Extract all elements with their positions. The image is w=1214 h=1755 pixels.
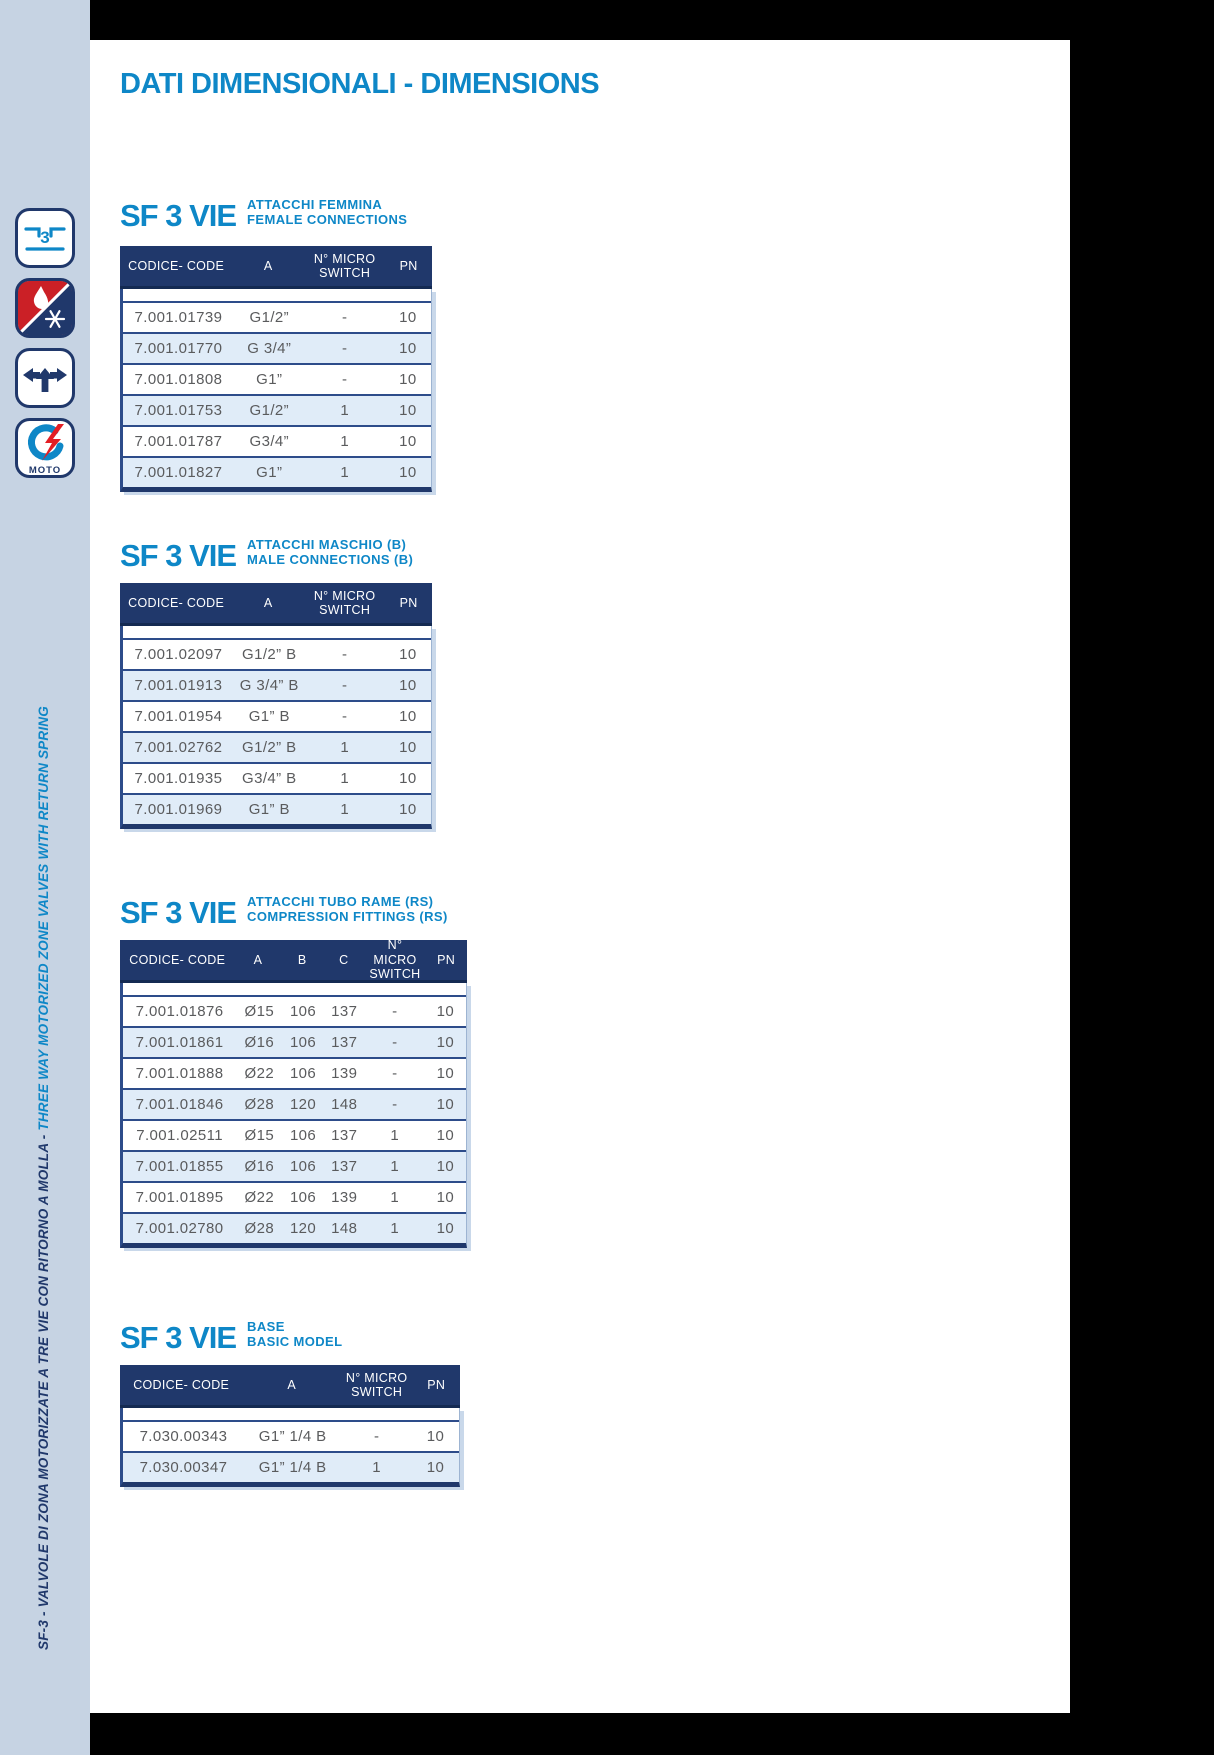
column-header: CODICE- CODE	[133, 1377, 230, 1392]
table-cell: 10	[399, 739, 417, 756]
column-header: N° MICRO SWITCH	[345, 1370, 408, 1399]
column-header: PN	[399, 595, 418, 610]
subtitle-english: COMPRESSION FITTINGS (RS)	[247, 908, 448, 924]
table-cell: -	[392, 1065, 398, 1082]
table-cell: 148	[331, 1096, 358, 1113]
table-cell: -	[342, 677, 348, 694]
table-cell: 10	[436, 1003, 455, 1020]
table-cell: 1	[390, 1158, 400, 1175]
table-cell: 10	[436, 1158, 455, 1175]
table-row	[123, 731, 431, 762]
table-cell: 7.001.01739	[134, 309, 223, 326]
table-cell: G1/2”	[249, 309, 290, 326]
column-header: N° MICRO SWITCH	[369, 938, 421, 982]
table-cell: 137	[331, 1034, 358, 1051]
table-cell: 137	[331, 1158, 358, 1175]
table-cell: Ø28	[244, 1220, 275, 1237]
subtitle-english: FEMALE CONNECTIONS	[247, 211, 408, 227]
dimensions-table-compression	[120, 940, 467, 1248]
table-row	[123, 425, 431, 456]
table-cell: 7.001.01888	[135, 1065, 224, 1082]
table-cell: 1	[340, 770, 350, 787]
table-header-row	[120, 583, 432, 626]
sidebar-badges	[15, 208, 75, 478]
table-cell: 7.001.01935	[134, 770, 223, 787]
table-spacer	[123, 289, 431, 301]
table-row	[123, 301, 431, 332]
table-cell: 1	[340, 801, 350, 818]
table-row	[123, 669, 431, 700]
table-header-row	[120, 246, 432, 289]
table-cell: 7.001.01753	[134, 402, 223, 419]
table-body	[120, 626, 432, 829]
table-cell: 1	[390, 1127, 400, 1144]
page-title: DATI DIMENSIONALI - DIMENSIONS	[120, 68, 600, 100]
table-cell: 7.001.01846	[135, 1096, 224, 1113]
column-header: A	[287, 1377, 296, 1392]
table-row	[123, 1212, 466, 1243]
table-cell: 10	[399, 464, 417, 481]
table-cell: 1	[372, 1459, 382, 1476]
table-cell: 106	[289, 1127, 317, 1144]
table-cell: 106	[289, 1189, 317, 1206]
table-row	[123, 1451, 459, 1482]
column-header: CODICE- CODE	[129, 952, 226, 967]
column-header: PN	[427, 1377, 446, 1392]
table-cell: 120	[289, 1220, 317, 1237]
dimensions-table-basic	[120, 1365, 460, 1487]
subtitle-italian: ATTACCHI MASCHIO (B)	[247, 537, 407, 552]
sidebar	[0, 0, 90, 1755]
heating-cooling-icon	[15, 278, 75, 338]
table-cell: Ø22	[244, 1189, 275, 1206]
table-cell: -	[342, 309, 348, 326]
table-cell: 7.001.01787	[134, 433, 223, 450]
table-cell: G1”	[256, 464, 283, 481]
table-cell: 10	[399, 801, 417, 818]
table-body	[120, 983, 467, 1248]
table-cell: 1	[340, 739, 350, 756]
table-cell: Ø16	[244, 1158, 275, 1175]
table-row	[123, 394, 431, 425]
table-cell: -	[373, 1428, 380, 1445]
table-header-row	[120, 1365, 460, 1408]
table-cell: G1/2”	[249, 402, 290, 419]
section-title: SF 3 VIE	[120, 537, 237, 573]
table-header-row	[120, 940, 467, 983]
table-cell: G3/4”	[249, 433, 290, 450]
section-subtitle	[247, 1320, 342, 1351]
subtitle-italian: ATTACCHI TUBO RAME (RS)	[247, 894, 434, 909]
table-cell: 7.001.01861	[135, 1034, 224, 1051]
table-cell: -	[342, 646, 348, 663]
table-row	[123, 332, 431, 363]
table-cell: 10	[399, 433, 417, 450]
document-page	[90, 40, 1070, 1713]
table-cell: 10	[399, 708, 417, 725]
table-row	[123, 363, 431, 394]
table-cell: 1	[390, 1220, 400, 1237]
table-cell: 7.001.02511	[136, 1127, 223, 1144]
table-cell: 106	[289, 1003, 317, 1020]
vertical-text-english: THREE WAY MOTORIZED ZONE VALVES WITH RETURN SPRING	[36, 706, 51, 1131]
column-header: N° MICRO SWITCH	[313, 251, 376, 280]
table-cell: 7.001.01855	[135, 1158, 224, 1175]
table-row	[123, 1150, 466, 1181]
table-cell: G 3/4” B	[239, 677, 299, 694]
subtitle-english: MALE CONNECTIONS (B)	[247, 551, 414, 567]
moto-label: MOTO	[28, 465, 62, 476]
table-cell: 106	[289, 1034, 317, 1051]
table-cell: 120	[289, 1096, 317, 1113]
table-cell: 7.001.01808	[134, 371, 223, 388]
table-cell: Ø22	[244, 1065, 275, 1082]
table-cell: -	[392, 1034, 398, 1051]
table-row	[123, 1088, 466, 1119]
table-row	[123, 1026, 466, 1057]
table-cell: 1	[340, 464, 350, 481]
column-header: B	[297, 952, 307, 967]
table-cell: 7.001.01913	[134, 677, 223, 694]
section-header-compression-fittings	[120, 894, 448, 930]
table-row	[123, 1181, 466, 1212]
table-body	[120, 289, 432, 492]
table-row	[123, 700, 431, 731]
three-way-number: 3	[40, 228, 50, 247]
table-spacer	[123, 1408, 459, 1420]
column-header: A	[263, 258, 273, 273]
table-cell: 148	[331, 1220, 358, 1237]
column-header: N° MICRO SWITCH	[313, 588, 376, 617]
table-row	[123, 1057, 466, 1088]
table-cell: G1” B	[248, 708, 290, 725]
table-spacer	[123, 983, 466, 995]
table-cell: Ø16	[244, 1034, 275, 1051]
section-subtitle	[247, 895, 448, 926]
table-cell: 10	[399, 677, 417, 694]
table-cell: 1	[340, 402, 350, 419]
table-cell: 7.030.00347	[139, 1459, 228, 1476]
table-cell: -	[342, 340, 348, 357]
column-header: PN	[399, 258, 418, 273]
table-cell: 106	[289, 1065, 317, 1082]
table-row	[123, 793, 431, 824]
table-cell: Ø15	[244, 1127, 275, 1144]
section-subtitle	[247, 198, 407, 229]
table-cell: 10	[399, 646, 417, 663]
table-cell: -	[392, 1003, 398, 1020]
table-cell: -	[342, 371, 348, 388]
section-subtitle	[247, 538, 413, 569]
subtitle-italian: BASE	[247, 1319, 285, 1334]
table-cell: 1	[390, 1189, 400, 1206]
section-title: SF 3 VIE	[120, 197, 237, 233]
table-cell: 10	[426, 1428, 445, 1445]
section-header-male-connections	[120, 537, 414, 573]
table-cell: -	[342, 708, 348, 725]
sidebar-vertical-text	[36, 706, 51, 1650]
table-cell: -	[392, 1096, 398, 1113]
table-cell: 1	[340, 433, 350, 450]
table-cell: 7.001.01770	[134, 340, 223, 357]
table-cell: 7.001.02762	[134, 739, 223, 756]
table-cell: 10	[426, 1459, 445, 1476]
table-row	[123, 638, 431, 669]
table-cell: 139	[331, 1065, 358, 1082]
table-row	[123, 1119, 466, 1150]
table-cell: G1” 1/4 B	[258, 1459, 327, 1476]
table-cell: 10	[399, 770, 417, 787]
table-cell: 106	[289, 1158, 317, 1175]
table-row	[123, 1420, 459, 1451]
table-cell: 10	[436, 1096, 455, 1113]
column-header: A	[253, 952, 263, 967]
moto-logo-icon	[15, 418, 75, 478]
column-header: A	[263, 595, 273, 610]
table-cell: 137	[331, 1003, 358, 1020]
table-cell: 10	[436, 1034, 455, 1051]
column-header: CODICE- CODE	[128, 595, 225, 610]
table-cell: 7.001.01895	[135, 1189, 224, 1206]
table-cell: 10	[399, 371, 417, 388]
dimensions-table-male	[120, 583, 432, 829]
table-cell: G3/4” B	[242, 770, 297, 787]
section-title: SF 3 VIE	[120, 1319, 237, 1355]
table-cell: 10	[436, 1220, 455, 1237]
table-cell: 10	[399, 309, 417, 326]
table-cell: 10	[399, 402, 417, 419]
table-cell: G1/2” B	[242, 739, 297, 756]
table-spacer	[123, 626, 431, 638]
table-cell: G1”	[256, 371, 283, 388]
subtitle-italian: ATTACCHI FEMMINA	[247, 197, 383, 212]
table-cell: 10	[399, 340, 417, 357]
table-cell: Ø28	[244, 1096, 275, 1113]
table-cell: G1/2” B	[242, 646, 297, 663]
table-row	[123, 995, 466, 1026]
table-cell: 7.001.02097	[134, 646, 223, 663]
table-cell: 7.001.01876	[135, 1003, 224, 1020]
flow-arrows-icon	[15, 348, 75, 408]
section-header-basic-model	[120, 1319, 343, 1355]
table-cell: 10	[436, 1065, 455, 1082]
table-row	[123, 456, 431, 487]
dimensions-table-female	[120, 246, 432, 492]
table-cell: 7.001.01969	[134, 801, 223, 818]
vertical-text-italian: SF-3 - VALVOLE DI ZONA MOTORIZZATE A TRE VIE CON RITORNO A MOLLA -	[36, 1130, 51, 1650]
table-cell: G1” B	[248, 801, 290, 818]
column-header: C	[339, 952, 349, 967]
section-title: SF 3 VIE	[120, 894, 237, 930]
table-cell: 7.001.02780	[135, 1220, 224, 1237]
three-way-valve-icon	[15, 208, 75, 268]
column-header: PN	[437, 952, 456, 967]
column-header: CODICE- CODE	[128, 258, 225, 273]
table-cell: 7.001.01954	[134, 708, 223, 725]
table-cell: 10	[436, 1189, 455, 1206]
section-header-female-connections	[120, 197, 408, 233]
subtitle-english: BASIC MODEL	[247, 1333, 343, 1349]
table-cell: 137	[331, 1127, 358, 1144]
table-cell: 139	[331, 1189, 358, 1206]
table-cell: 7.001.01827	[134, 464, 223, 481]
table-cell: G1” 1/4 B	[258, 1428, 327, 1445]
table-cell: Ø15	[244, 1003, 275, 1020]
table-cell: 10	[436, 1127, 455, 1144]
table-cell: 7.030.00343	[139, 1428, 228, 1445]
table-cell: G 3/4”	[247, 340, 292, 357]
table-body	[120, 1408, 460, 1487]
table-row	[123, 762, 431, 793]
